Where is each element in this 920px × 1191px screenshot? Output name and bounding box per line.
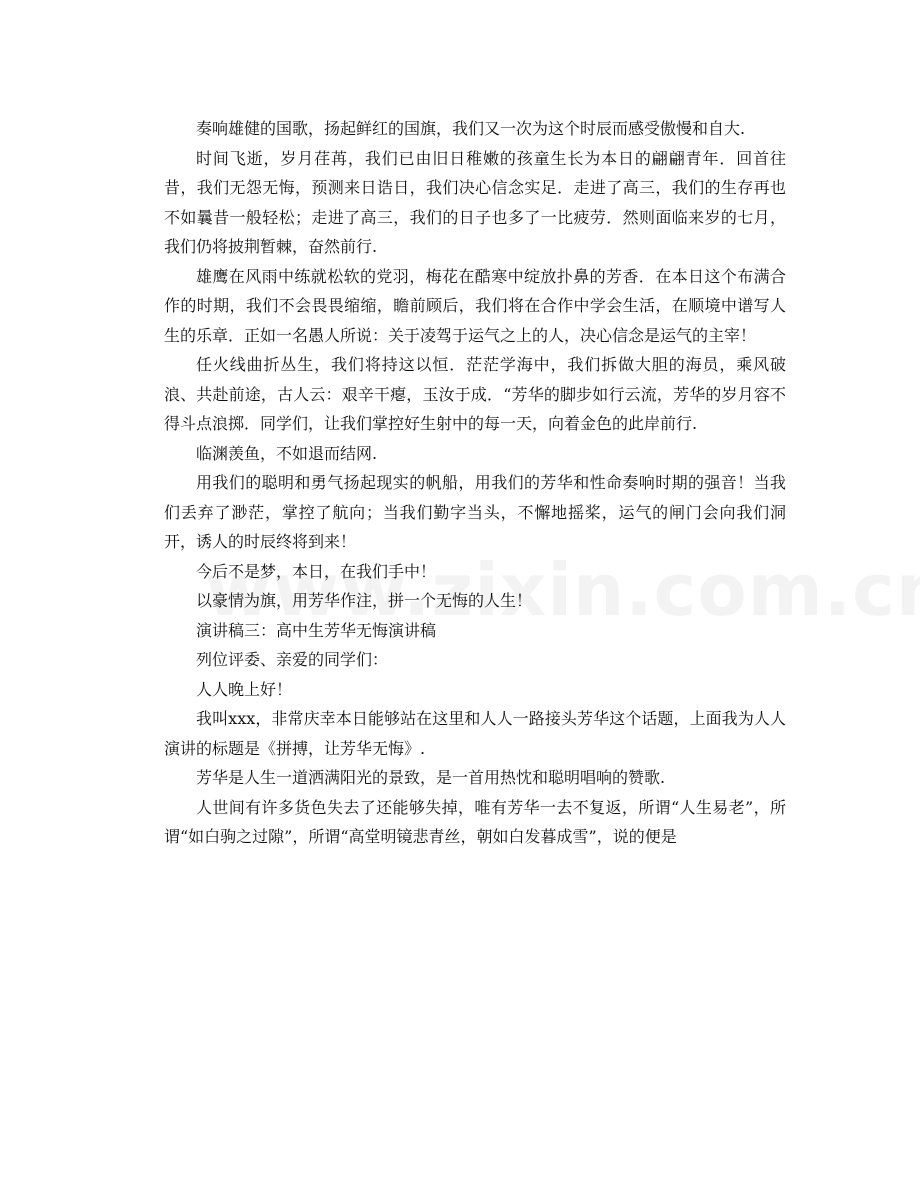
paragraph: 临渊羡鱼，不如退而结网. (196, 443, 378, 463)
paragraph: 雄鹰在风雨中练就松软的党羽，梅花在酷寒中绽放扑鼻的芳香．在本日这个布满合作的时期，我们不会畏畏缩缩，瞻前顾后，我们将在合作中学会生活，在顺境中谱写人生的乐章．正如一名愚人所说：关于凌驾于运气之上的人，决心信念是运气的主宰！ (164, 266, 786, 345)
paragraph: 任火线曲折丛生，我们将持这以恒．茫茫学海中，我们拆做大胆的海员，乘风破浪、共赴前途，古人云：艰辛干瘪，玉汝于成．“芳华的脚步如行云流，芳华的岁月容不得斗点浪掷．同学们，让我们掌控好生射中的每一天，向着金色的此岸前行. (164, 355, 786, 433)
paragraph: 芳华是人生一道洒满阳光的景致，是一首用热忱和聪明唱响的赞歌. (196, 768, 666, 787)
paragraph: 人世间有许多货色失去了还能够失掉，唯有芳华一去不复返，所谓“人生易老”，所谓“如白驹之过隙”，所谓“高堂明镜悲青丝，朝如白发暮成雪”，说的便是 (164, 797, 786, 846)
paragraph: 时间飞逝，岁月荏苒，我们已由旧日稚嫩的孩童生长为本日的翩翩青年．回首往昔，我们无怨无悔，预测来日诰日，我们决心信念实足．走进了高三，我们的生存再也不如曩昔一般轻松；走进了高三，我们的日子也多了一比疲劳．然则面临来岁的七月，我们仍将披荆暂棘，奋然前行. (164, 148, 786, 256)
paragraph: 奏响雄健的国歌，扬起鲜红的国旗，我们又一次为这个时辰而感受傲慢和自大. (196, 119, 746, 138)
paragraph: 用我们的聪明和勇气扬起现实的帆船，用我们的芳华和性命奏响时期的强音！当我们丢弃了渺茫，掌控了航向；当我们勤字当头，不懈地摇桨，运气的闸门会向我们洞开，诱人的时辰终将到来！ (164, 473, 786, 551)
paragraph: 我叫xxx，非常庆幸本日能够站在这里和人人一路接头芳华这个话题，上面我为人人演讲的标题是《拼搏，让芳华无悔》. (164, 709, 786, 758)
paragraph: 以豪情为旗，用芳华作注，拼一个无悔的人生！ (196, 591, 533, 610)
salutation: 列位评委、亲爱的同学们： (196, 650, 389, 669)
paragraph: 今后不是梦，本日，在我们手中！ (196, 561, 437, 581)
section-heading: 演讲稿三：高中生芳华无悔演讲稿 (196, 620, 437, 640)
greeting: 人人晚上好！ (196, 679, 293, 699)
document-body (164, 114, 786, 852)
